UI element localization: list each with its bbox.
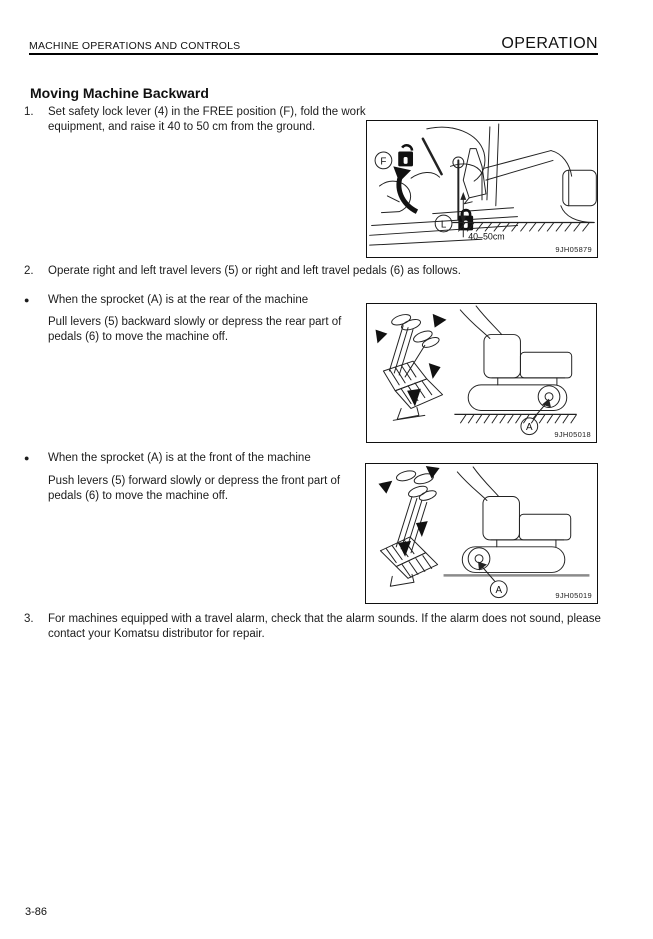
figure-code: 9JH05019 xyxy=(555,591,592,600)
step-3-text: For machines equipped with a travel alarm, check that the alarm sounds. If the alarm does not sound, please contact your Komatsu distributor for repair. xyxy=(48,613,601,640)
page-title: Moving Machine Backward xyxy=(30,85,209,102)
ground-hatching xyxy=(454,414,576,423)
step-2 xyxy=(24,264,624,279)
figure-sprocket-front xyxy=(365,463,598,604)
header-rule xyxy=(29,53,598,55)
figure-code: 9JH05018 xyxy=(554,430,591,439)
sprocket-label: A xyxy=(526,422,533,434)
sprocket-callout xyxy=(478,562,507,598)
figure-safety-lock-lever xyxy=(366,120,598,258)
step-3-number: 3. xyxy=(24,613,34,625)
bullet-front-sprocket xyxy=(24,451,311,466)
step-1 xyxy=(24,105,374,135)
ground-hatching xyxy=(452,223,594,232)
bullet-icon: ● xyxy=(24,453,30,463)
bullet-front-body: Push levers (5) forward slowly or depress the front part of pedals (6) to move the machine off. xyxy=(48,475,341,502)
step-1-text: Set safety lock lever (4) in the FREE position (F), fold the work equipment, and raise it 40 to 50 cm from the ground. xyxy=(48,106,366,133)
free-position-marker xyxy=(375,152,392,169)
backward-arrows xyxy=(376,314,447,407)
bullet-front-heading: When the sprocket (A) is at the front of the machine xyxy=(48,452,311,464)
step-1-number: 1. xyxy=(24,106,34,118)
unlock-direction-arrow xyxy=(399,174,417,211)
step-2-text: Operate right and left travel levers (5) or right and left travel pedals (6) as follows. xyxy=(48,265,461,277)
step-3 xyxy=(24,612,626,642)
excavator-front-drawing xyxy=(457,467,570,572)
figure-sprocket-rear xyxy=(366,303,597,443)
bullet-icon: ● xyxy=(24,295,30,305)
travel-levers-rear-illustration xyxy=(367,304,596,442)
locked-position-marker xyxy=(435,215,452,232)
unlock-direction-arrowhead xyxy=(393,166,411,182)
travel-levers-front-illustration xyxy=(366,464,597,603)
safety-lock-lever-illustration xyxy=(367,121,597,257)
raised-bucket-drawing xyxy=(463,149,596,223)
dimension-label: 40–50cm xyxy=(468,231,505,242)
open-padlock-icon xyxy=(398,145,413,166)
bullet-rear-sprocket xyxy=(24,293,308,308)
step-2-number: 2. xyxy=(24,265,34,277)
figure-code: 9JH05879 xyxy=(555,245,592,254)
sprocket-label: A xyxy=(495,585,503,597)
excavator-rear-drawing xyxy=(460,306,571,410)
header-chapter-title: OPERATION xyxy=(501,35,598,52)
page-number: 3-86 xyxy=(25,906,48,918)
lock-label: L xyxy=(440,219,447,231)
free-label: F xyxy=(380,156,387,168)
bullet-rear-body: Pull levers (5) backward slowly or depress the rear part of pedals (6) to move the machine off. xyxy=(48,316,342,343)
header-section-title: MACHINE OPERATIONS AND CONTROLS xyxy=(29,40,241,52)
bullet-rear-heading: When the sprocket (A) is at the rear of the machine xyxy=(48,294,309,306)
